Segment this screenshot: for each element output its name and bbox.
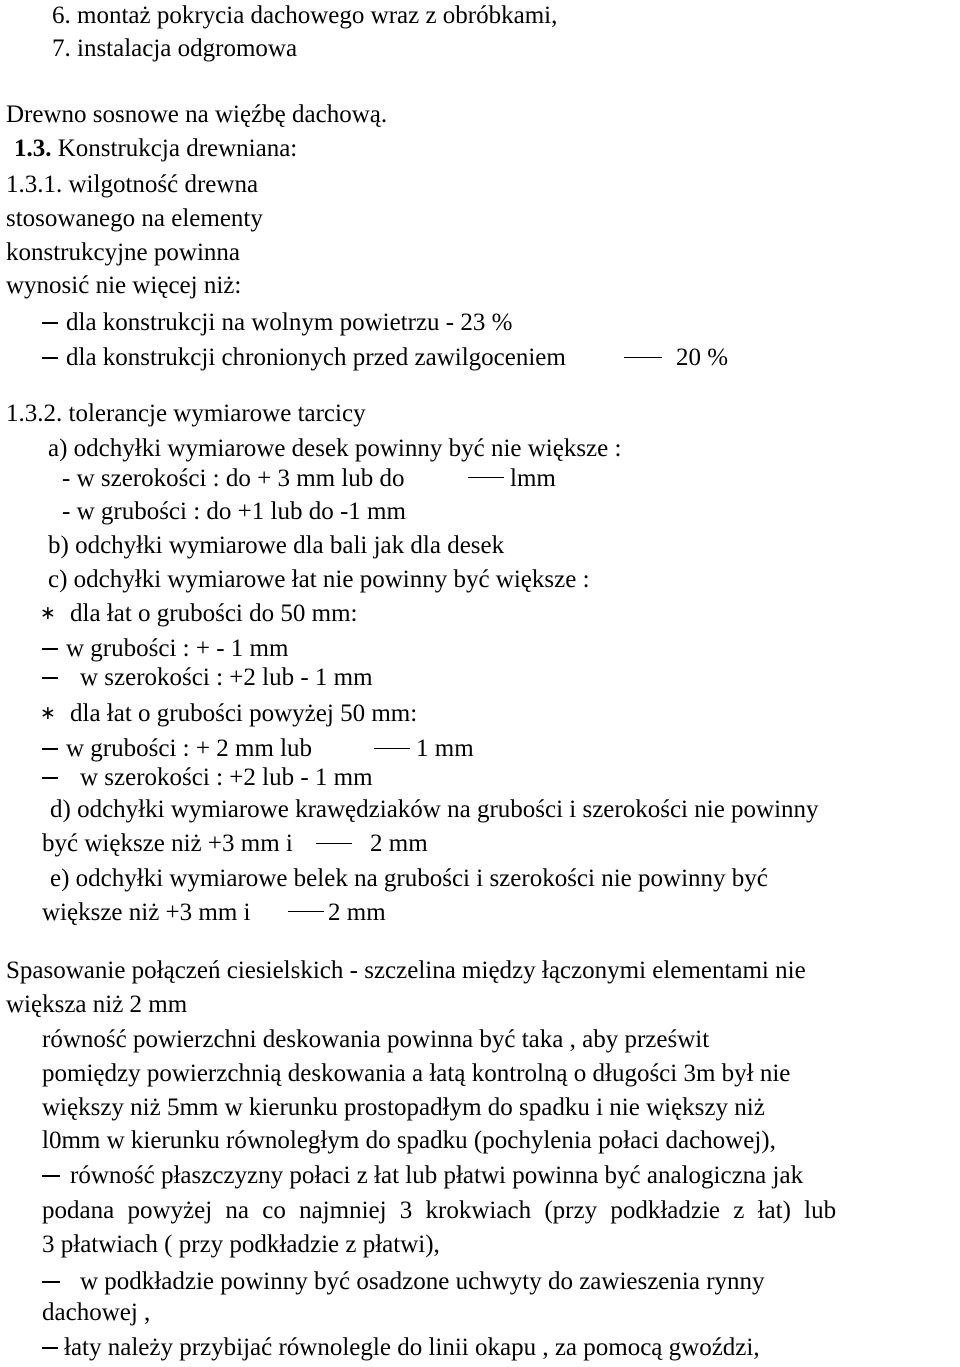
tolerance-b: b) odchyłki wymiarowe dla bali jak dla desek [48,532,505,559]
asterisk-bullet-icon: ∗ [40,702,56,724]
tolerance-a-width-value: lmm [510,465,556,492]
em-dash [374,748,410,749]
moisture-line-1: 1.3.1. wilgotność drewna [6,171,259,198]
tolerance-c1-width: w szerokości : +2 lub - 1 mm [80,664,373,691]
plane-line-1: równość płaszczyzny połaci z łat lub płatwi powinna być analogiczna jak [70,1162,804,1189]
moisture-line-3: konstrukcyjne powinna [6,239,240,266]
tolerance-d-line-1: d) odchyłki wymiarowe krawędziaków na grubości i szerokości nie powinny [50,796,819,823]
moisture-line-2: stosowanego na elementy [6,205,263,232]
flatness-line-1: równość powierzchni deskowania powinna być taka , aby prześwit [42,1026,710,1053]
moisture-line-4: wynosić nie więcej niż: [6,272,242,299]
tolerance-e-line-1: e) odchyłki wymiarowe belek na grubości i szerokości nie powinny być [50,865,768,892]
section-title: Konstrukcja drewniana: [57,135,298,162]
battens-line: łaty należy przybijać równolegle do linii okapu , za pomocą gwoździ, [64,1334,760,1361]
em-dash [288,911,324,912]
tolerance-c1-thickness: w grubości : + - 1 mm [66,635,289,662]
em-dash [468,477,504,478]
flatness-line-2: pomiędzy powierzchnią deskowania a łatą kontrolną o długości 3m był nie [42,1060,791,1087]
tolerance-e-value: 2 mm [328,899,386,926]
plane-line-3: 3 płatwiach ( przy podkładzie z płatwi), [42,1231,440,1258]
section-number: 1.3. [14,135,52,162]
dash-bullet [42,648,58,650]
tolerance-c2-thickness: w grubości : + 2 mm lub [66,735,313,762]
tolerance-c2: dla łat o grubości powyżej 50 mm: [70,700,418,727]
dash-bullet [42,777,58,779]
dash-bullet [42,677,58,679]
dash-bullet [42,1175,60,1177]
wood-type-line: Drewno sosnowe na więźbę dachową. [6,101,388,128]
tolerance-c1: dla łat o grubości do 50 mm: [70,600,358,627]
dash-bullet [42,357,58,359]
gutter-line-1: w podkładzie powinny być osadzone uchwyty do zawieszenia rynny [80,1268,765,1295]
joints-line-2: większa niż 2 mm [6,991,188,1018]
tolerances-heading: 1.3.2. tolerancje wymiarowe tarcicy [6,400,366,427]
tolerance-c2-thickness-value: 1 mm [416,735,474,762]
flatness-line-3: większy niż 5mm w kierunku prostopadłym do spadku i nie większy niż [42,1094,765,1121]
em-dash [624,357,662,358]
tolerance-c: c) odchyłki wymiarowe łat nie powinny być większe : [48,566,590,593]
gutter-line-2: dachowej , [42,1299,151,1326]
list-item-7: 7. instalacja odgromowa [52,35,298,62]
list-item-6: 6. montaż pokrycia dachowego wraz z obróbkami, [52,2,558,29]
dash-bullet [42,322,58,324]
flatness-line-4: l0mm w kierunku równoległym do spadku (pochylenia połaci dachowej), [42,1127,776,1154]
moisture-bullet-1: dla konstrukcji na wolnym powietrzu - 23 % [66,309,513,336]
tolerance-e-line-2: większe niż +3 mm i [42,899,251,926]
joints-line-1: Spasowanie połączeń ciesielskich - szczelina między łączonymi elementami nie [6,957,806,984]
tolerance-d-line-2: być większe niż +3 mm i [42,830,293,857]
dash-bullet [42,1281,60,1283]
em-dash [316,843,352,844]
tolerance-c2-width: w szerokości : +2 lub - 1 mm [80,764,373,791]
tolerance-a-width: - w szerokości : do + 3 mm lub do [62,465,405,492]
dash-bullet [42,748,58,750]
section-heading [14,136,297,161]
plane-line-2: podana powyżej na co najmniej 3 krokwiach (przy podkładzie z łat) lub [42,1197,837,1224]
moisture-bullet-2-value: 20 % [676,344,729,371]
tolerance-d-value: 2 mm [370,830,428,857]
tolerance-a: a) odchyłki wymiarowe desek powinny być nie większe : [48,435,622,462]
moisture-bullet-2: dla konstrukcji chronionych przed zawilgoceniem [66,344,566,371]
dash-bullet [42,1347,58,1349]
tolerance-a-thickness: - w grubości : do +1 lub do -1 mm [62,498,406,525]
asterisk-bullet-icon: ∗ [40,602,56,624]
